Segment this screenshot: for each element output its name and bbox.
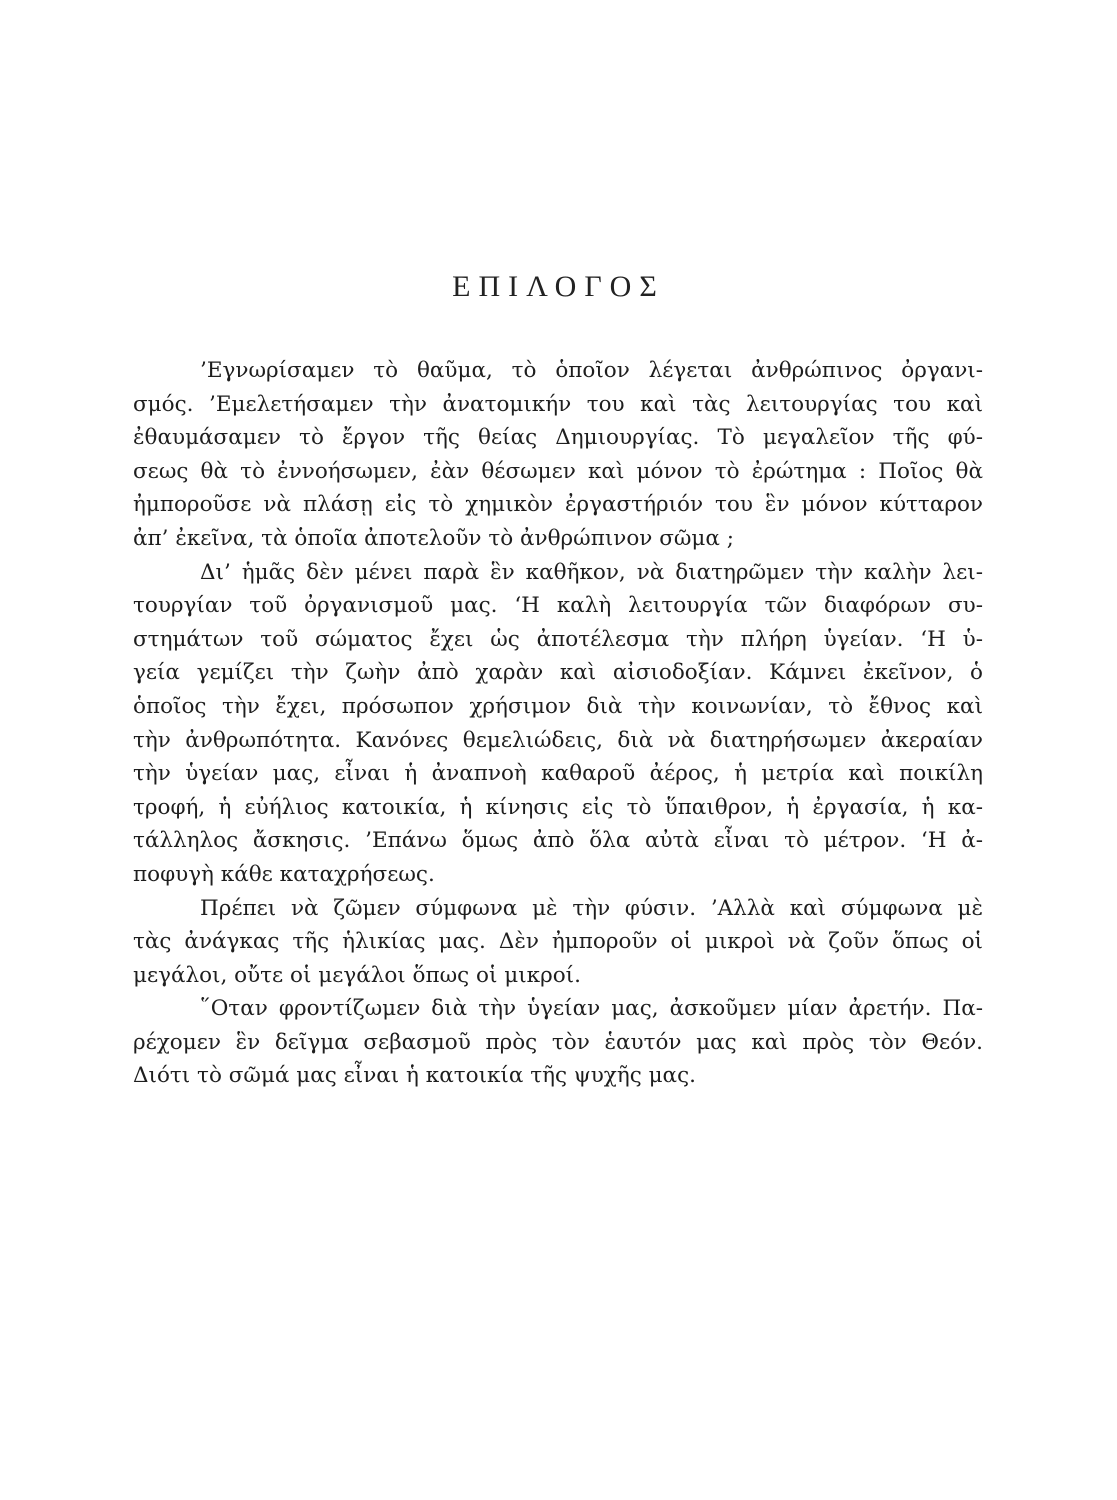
text-line: ’Εγνωρίσαμεν τὸ θαῦμα, τὸ ὁποῖον λέγεται ἀνθρώπινος ὀργανι- [200, 358, 983, 383]
text-line: ῞Οταν φροντίζωμεν διὰ τὴν ὑγείαν μας, ἀσκοῦμεν μίαν ἀρετήν. Πα- [200, 996, 983, 1022]
text-line: ἐθαυμάσαμεν τὸ ἔργον τῆς θείας Δημιουργίας. Τὸ μεγαλεῖον τῆς φύ- [133, 425, 983, 451]
text-line: μεγάλοι, οὔτε οἱ μεγάλοι ὅπως οἱ μικροί. [133, 962, 581, 988]
body-text [133, 354, 983, 1093]
text-line: τάλληλος ἄσκησις. ’Επάνω ὅμως ἀπὸ ὅλα αὐτὰ εἶναι τὸ μέτρον. ‘Η ἀ- [133, 828, 983, 854]
text-line: τὴν ὑγείαν μας, εἶναι ἡ ἀναπνοὴ καθαροῦ ἀέρος, ἡ μετρία καὶ ποικίλη [133, 761, 983, 787]
text-line: σεως θὰ τὸ ἐννοήσωμεν, ἐὰν θέσωμεν καὶ μόνον τὸ ἐρώτημα : Ποῖος θὰ [133, 458, 983, 484]
text-line: Διότι τὸ σῶμά μας εἶναι ἡ κατοικία τῆς ψυχῆς μας. [133, 1063, 696, 1089]
text-line: Δι’ ἡμᾶς δὲν μένει παρὰ ἓν καθῆκον, νὰ διατηρῶμεν τὴν καλὴν λει- [200, 559, 983, 585]
paragraph [133, 556, 983, 892]
text-line: τὴν ἀνθρωπότητα. Κανόνες θεμελιώδεις, διὰ νὰ διατηρήσωμεν ἀκεραίαν [133, 727, 983, 753]
text-line: γεία γεμίζει τὴν ζωὴν ἀπὸ χαρὰν καὶ αἰσιοδοξίαν. Κάμνει ἐκεῖνον, ὁ [133, 660, 983, 686]
text-line: ἀπ’ ἐκεῖνα, τὰ ὁποῖα ἀποτελοῦν τὸ ἀνθρώπινον σῶμα ; [133, 525, 734, 551]
paragraph [133, 354, 983, 556]
paragraph [133, 992, 983, 1093]
text-line: τροφή, ἡ εὐήλιος κατοικία, ἡ κίνησις εἰς τὸ ὕπαιθρον, ἡ ἐργασία, ἡ κα- [133, 794, 983, 820]
text-line: σμός. ’Εμελετήσαμεν τὴν ἀνατομικήν του καὶ τὰς λειτουργίας του καὶ [133, 391, 983, 417]
text-line: Πρέπει νὰ ζῶμεν σύμφωνα μὲ τὴν φύσιν. ’Αλλὰ καὶ σύμφωνα μὲ [200, 895, 983, 921]
text-line: ὁποῖος τὴν ἔχει, πρόσωπον χρήσιμον διὰ τὴν κοινωνίαν, τὸ ἔθνος καὶ [133, 693, 983, 719]
text-line: ἠμποροῦσε νὰ πλάσῃ εἰς τὸ χημικὸν ἐργαστήριόν του ἓν μόνον κύτταρον [133, 492, 983, 518]
text-line: ρέχομεν ἓν δεῖγμα σεβασμοῦ πρὸς τὸν ἑαυτόν μας καὶ πρὸς τὸν Θεόν. [133, 1029, 983, 1055]
page-title: ΕΠΙΛΟΓΟΣ [452, 270, 665, 303]
text-line: στημάτων τοῦ σώματος ἔχει ὡς ἀποτέλεσμα τὴν πλήρη ὑγείαν. ‘Η ὑ- [133, 626, 983, 652]
text-line: ποφυγὴ κάθε καταχρήσεως. [133, 861, 435, 887]
paragraph [133, 892, 983, 993]
text-line: τουργίαν τοῦ ὀργανισμοῦ μας. ‘Η καλὴ λειτουργία τῶν διαφόρων συ- [133, 593, 983, 619]
text-line: τὰς ἀνάγκας τῆς ἡλικίας μας. Δὲν ἠμποροῦν οἱ μικροὶ νὰ ζοῦν ὅπως οἱ [133, 929, 983, 955]
